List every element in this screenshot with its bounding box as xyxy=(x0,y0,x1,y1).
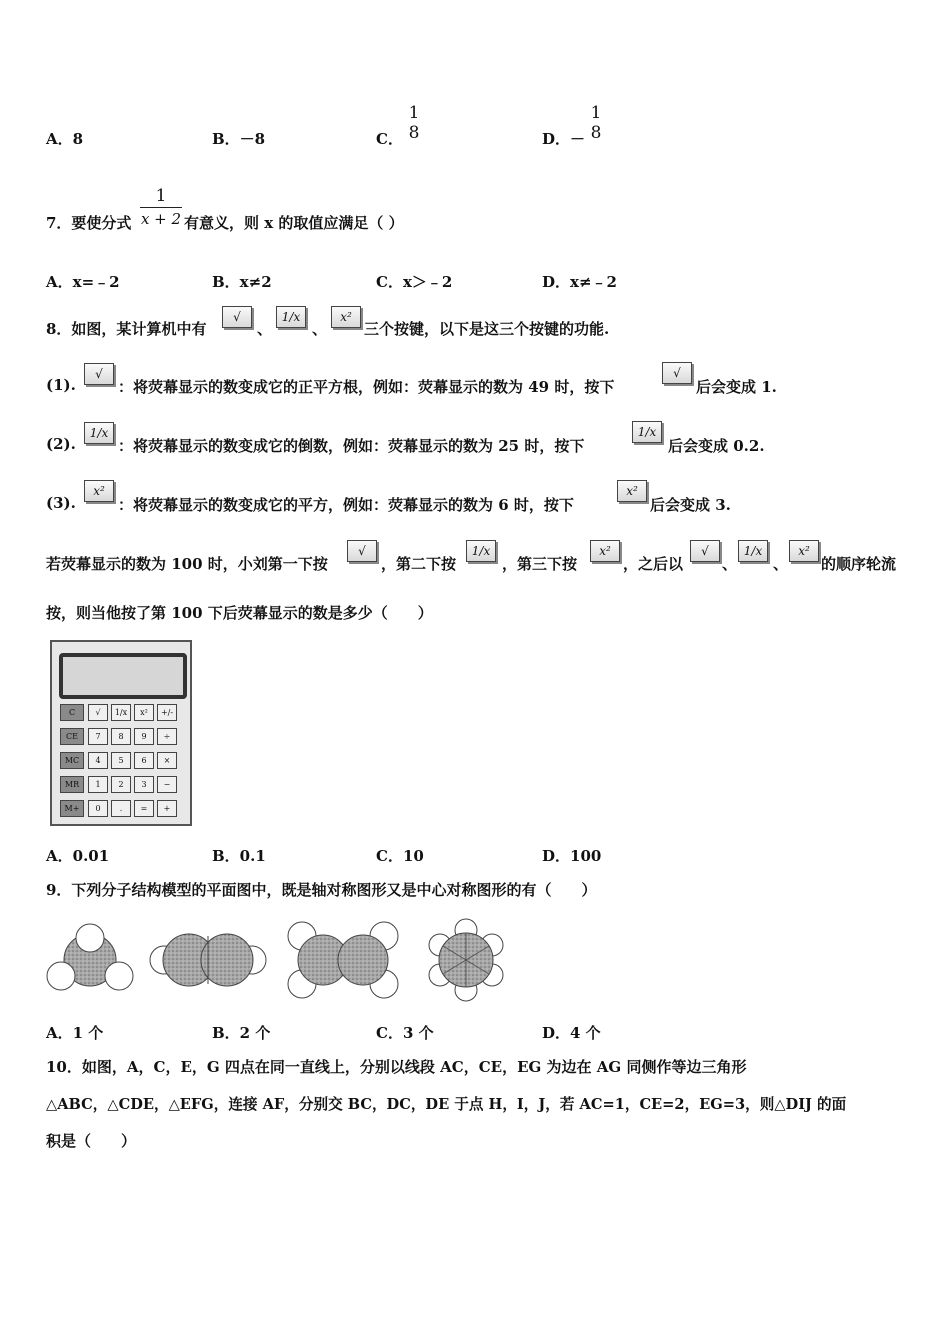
q6-option-b: B．－8 xyxy=(212,130,266,148)
fraction-numerator: 1 xyxy=(408,103,420,123)
q9-option-d: D．4 个 xyxy=(542,1024,601,1042)
q7-option-d: D．x≠﹣2 xyxy=(542,273,617,291)
calculator-screen xyxy=(59,653,187,699)
reciprocal-key-icon: 1/x xyxy=(466,540,496,562)
q8-question-part-2: ，第二下按 xyxy=(381,555,457,573)
calculator-key: − xyxy=(157,776,177,793)
q7-prefix: 7．要使分式 xyxy=(46,214,132,232)
q10-line-3: 积是（ ） xyxy=(46,1132,137,1150)
q8-function-2-label: (2). xyxy=(46,435,76,453)
separator: 、 xyxy=(773,555,789,573)
q8-option-c: C．10 xyxy=(376,847,424,865)
calculator-key: 4 xyxy=(88,752,108,769)
sqrt-key-icon: √ xyxy=(690,540,720,562)
q6-option-c-fraction xyxy=(404,103,424,143)
calculator-key: 0 xyxy=(88,800,108,817)
square-key-icon: x² xyxy=(617,480,647,502)
q9-text: 9．下列分子结构模型的平面图中，既是轴对称图形又是中心对称图形的有（ ） xyxy=(46,881,597,899)
fraction-bar xyxy=(140,207,182,208)
q8-function-3-text: ：将荧幕显示的数变成它的平方，例如：荧幕显示的数为 6 时，按下 xyxy=(118,496,574,514)
fraction-numerator: 1 xyxy=(155,186,167,206)
fraction-denominator: 8 xyxy=(408,123,420,143)
sqrt-key-icon: √ xyxy=(84,363,114,385)
molecule-model-4 xyxy=(429,919,503,1001)
q8-question-part-4: ，之后以 xyxy=(623,555,684,573)
calculator-key: C xyxy=(60,704,84,721)
separator: 、 xyxy=(312,320,328,338)
q8-function-2-end: 后会变成 0.2. xyxy=(668,437,765,455)
q8-function-2-text: ：将荧幕显示的数变成它的倒数，例如：荧幕显示的数为 25 时，按下 xyxy=(118,437,585,455)
q10-line-1: 10．如图，A，C，E，G 四点在同一直线上，分别以线段 AC，CE，EG 为边在 AG 同侧作等边三角形 xyxy=(46,1058,747,1076)
q8-intro-suffix: 三个按键，以下是这三个按键的功能. xyxy=(364,320,610,338)
calculator-key: . xyxy=(111,800,131,817)
square-key-icon: x² xyxy=(331,306,361,328)
calculator-key: x² xyxy=(134,704,154,721)
fraction-numerator: 1 xyxy=(590,103,602,123)
calculator-key: CE xyxy=(60,728,84,745)
separator: 、 xyxy=(257,320,273,338)
calculator-key: 7 xyxy=(88,728,108,745)
calculator-key: 9 xyxy=(134,728,154,745)
calculator-key: 1/x xyxy=(111,704,131,721)
q8-question-part-5: 的顺序轮流 xyxy=(821,555,897,573)
q8-question-part-1: 若荧幕显示的数为 100 时，小刘第一下按 xyxy=(46,555,328,573)
calculator-key: 2 xyxy=(111,776,131,793)
square-key-icon: x² xyxy=(789,540,819,562)
q6-option-c-label: C． xyxy=(376,130,403,148)
calculator-key: 3 xyxy=(134,776,154,793)
molecule-models-figure xyxy=(44,918,514,1002)
q8-function-1-label: (1). xyxy=(46,376,76,394)
q8-intro-prefix: 8．如图，某计算机中有 xyxy=(46,320,207,338)
q6-option-d-fraction xyxy=(586,103,606,143)
calculator-key: +/- xyxy=(157,704,177,721)
q8-function-3-end: 后会变成 3. xyxy=(650,496,731,514)
calculator-key: + xyxy=(157,800,177,817)
calculator-key: × xyxy=(157,752,177,769)
calculator-key: MR xyxy=(60,776,84,793)
sqrt-key-icon: √ xyxy=(347,540,377,562)
calculator-key: 6 xyxy=(134,752,154,769)
reciprocal-key-icon: 1/x xyxy=(738,540,768,562)
q8-function-1-end: 后会变成 1. xyxy=(696,378,777,396)
molecule-model-1 xyxy=(47,924,133,990)
q7-fraction xyxy=(140,186,182,229)
q8-option-b: B．0.1 xyxy=(212,847,266,865)
molecule-model-2 xyxy=(150,934,266,986)
q10-line-2: △ABC，△CDE，△EFG，连接 AF，分别交 BC，DC，DE 于点 H，I，J，若 AC=1，CE=2，EG=3，则△DIJ 的面 xyxy=(46,1096,847,1113)
q8-option-a: A．0.01 xyxy=(46,847,110,865)
reciprocal-key-icon: 1/x xyxy=(276,306,306,328)
sqrt-key-icon: √ xyxy=(222,306,252,328)
q8-question-line-2: 按，则当他按了第 100 下后荧幕显示的数是多少（ ） xyxy=(46,604,433,622)
q7-suffix: 有意义，则 x 的取值应满足（ ） xyxy=(184,214,404,232)
q7-option-c: C．x＞﹣2 xyxy=(376,273,453,291)
square-key-icon: x² xyxy=(590,540,620,562)
q7-option-b: B．x≠2 xyxy=(212,273,272,291)
q9-option-b: B．2 个 xyxy=(212,1024,271,1042)
calculator-key: ÷ xyxy=(157,728,177,745)
q6-option-d-label: D．－ xyxy=(542,130,586,148)
calculator-key: 1 xyxy=(88,776,108,793)
calculator-key: √ xyxy=(88,704,108,721)
separator: 、 xyxy=(722,555,738,573)
square-key-icon: x² xyxy=(84,480,114,502)
reciprocal-key-icon: 1/x xyxy=(632,421,662,443)
q8-option-d: D．100 xyxy=(542,847,602,865)
q9-option-c: C．3 个 xyxy=(376,1024,434,1042)
q8-function-1-text: ：将荧幕显示的数变成它的正平方根，例如：荧幕显示的数为 49 时，按下 xyxy=(118,378,615,396)
q9-option-a: A．1 个 xyxy=(46,1024,104,1042)
calculator-key: = xyxy=(134,800,154,817)
q7-option-a: A．x=﹣2 xyxy=(46,273,120,291)
fraction-denominator: x + 2 xyxy=(140,210,182,228)
q8-question-part-3: ，第三下按 xyxy=(502,555,578,573)
molecule-model-3 xyxy=(288,922,398,998)
fraction-denominator: 8 xyxy=(590,123,602,143)
q8-function-3-label: (3). xyxy=(46,494,76,512)
calculator-figure xyxy=(50,640,192,826)
q6-option-a: A．8 xyxy=(46,130,84,148)
sqrt-key-icon: √ xyxy=(662,362,692,384)
reciprocal-key-icon: 1/x xyxy=(84,422,114,444)
calculator-key: MC xyxy=(60,752,84,769)
calculator-key: M+ xyxy=(60,800,84,817)
calculator-key: 8 xyxy=(111,728,131,745)
calculator-key: 5 xyxy=(111,752,131,769)
